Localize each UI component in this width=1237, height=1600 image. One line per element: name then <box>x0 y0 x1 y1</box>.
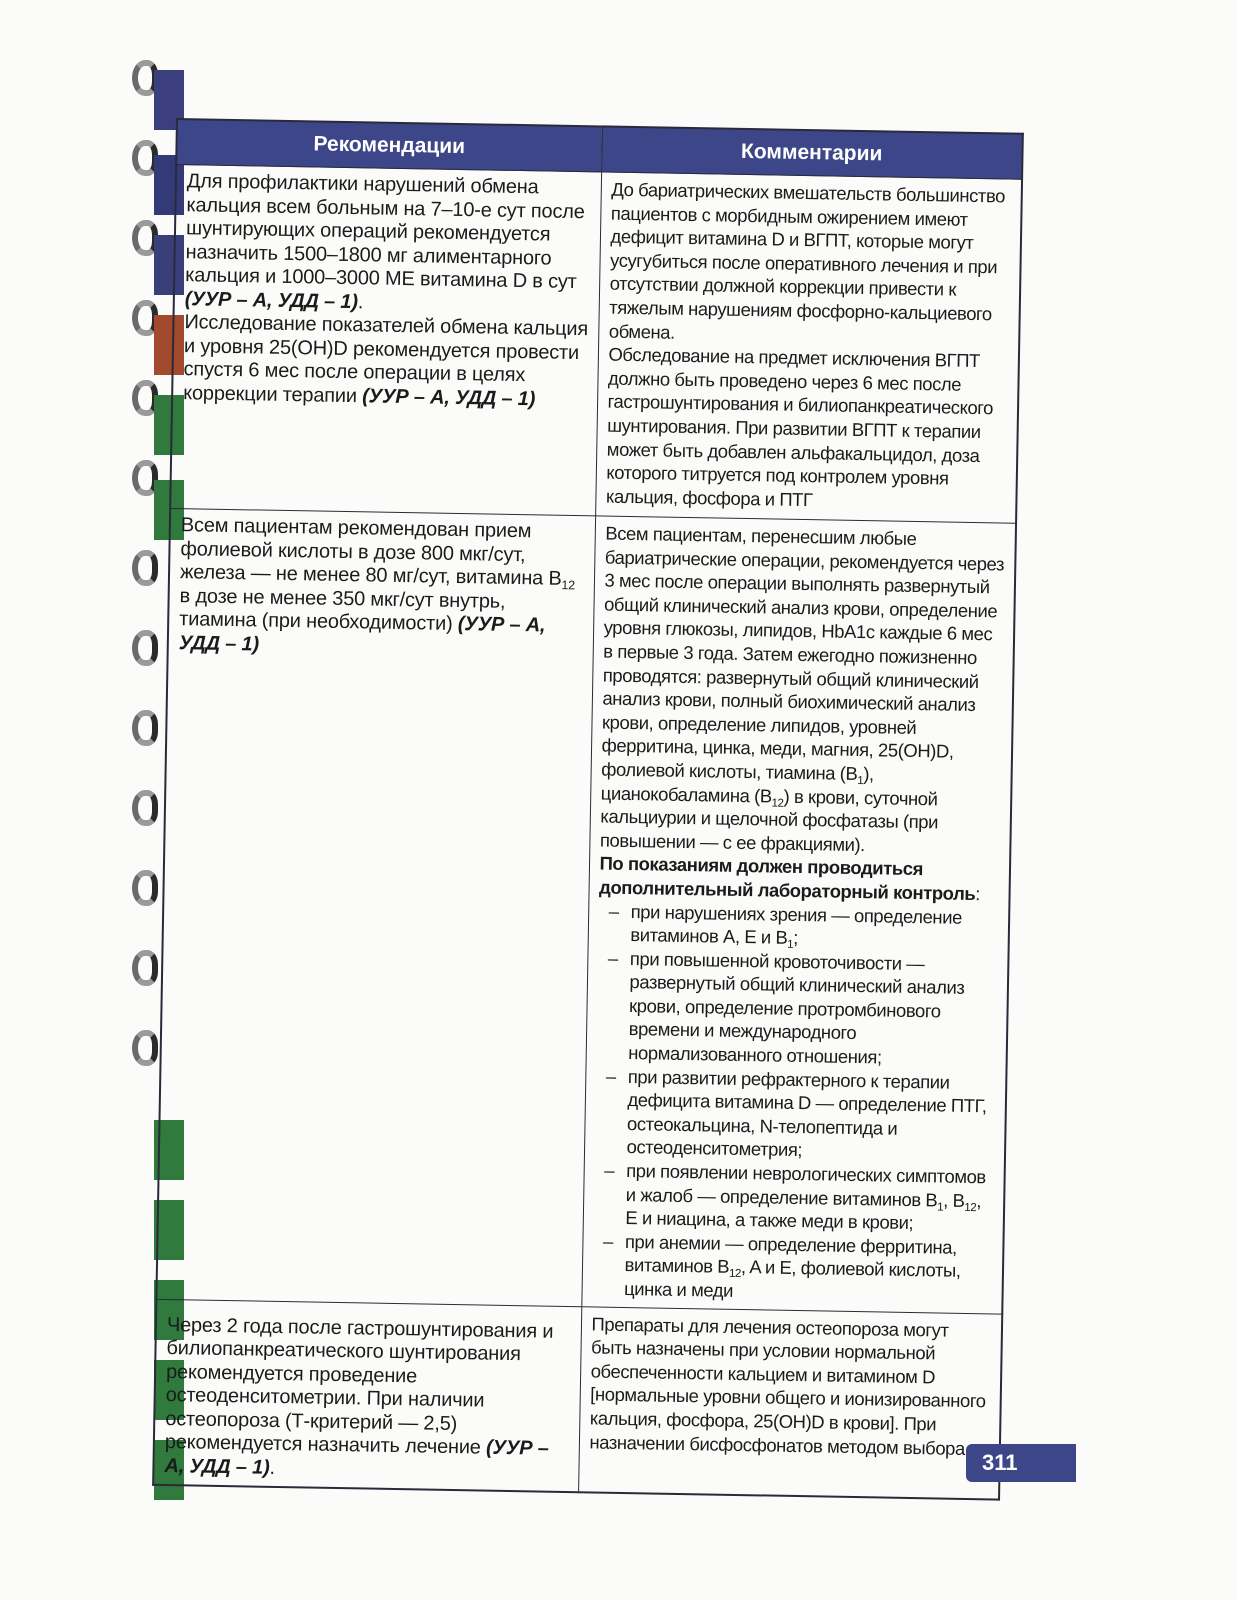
table-row <box>170 165 1022 524</box>
subscript: 1 <box>787 938 794 951</box>
recommendation-cell <box>156 508 595 1306</box>
text: , B <box>943 1189 965 1211</box>
paragraph <box>164 1314 572 1486</box>
table-row <box>153 1299 1002 1500</box>
text: Для профилактики нарушений обмена кальция всем больным на 7–10-е сут после шунтирующих операций рекомендуется назначить 1500–1800 мг алиментарного кальция и 1000–3000 МЕ витамина D в сут <box>185 170 585 294</box>
evidence-level: (УУР – А, УДД – 1) <box>362 384 536 410</box>
recommendation-cell <box>153 1299 581 1492</box>
comment-cell <box>595 172 1022 523</box>
recommendations-table <box>152 118 1024 1501</box>
binding-ring <box>132 1030 158 1066</box>
text: при появлении неврологических симптомов и жалоб — определение витаминов B <box>625 1160 986 1211</box>
subscript: 12 <box>771 797 784 810</box>
text: Исследование показателей обмена кальция и уровня 25(ОН)D рекомендуется провести спустя 6 мес после операции в целях коррекции терапии <box>183 311 589 407</box>
paragraph <box>185 170 593 318</box>
binding-ring <box>132 790 158 826</box>
subscript: 12 <box>964 1201 977 1214</box>
recommendation-cell <box>170 165 601 516</box>
binding-ring <box>132 630 158 666</box>
list-item <box>624 1230 995 1307</box>
paragraph: Обследование на предмет исключения ВГПТ должно быть проведено через 6 мес после гастрошунтирования и билиопанкреатического шунтирования. При развитии ВГПТ к терапии может быть добавлен альфакальцидол, доза которого титруется под контролем уровня кальция, фосфора и ПТГ <box>605 343 994 510</box>
paragraph <box>599 852 1001 906</box>
header-recommendations: Рекомендации <box>176 119 602 172</box>
list-item: – при повышенной кровоточивости — развернутый общий клинический анализ крови, определение протромбинового времени и международного нормализованного отношения; <box>628 947 1000 1071</box>
text: ), цианокобаламина (B <box>600 763 874 807</box>
binding-ring <box>132 950 158 986</box>
text: , A и E, фолиевой кислоты, цинка и меди <box>623 1256 961 1301</box>
list-item: – при развитии рефрактерного к терапии дефицита витамина D — определение ПТГ, остеокальцина, N-телопептида и остеоденситометрия; <box>626 1065 997 1166</box>
paragraph <box>183 311 590 412</box>
text: Через 2 года после гастрошунтирования и билиопанкреатического шунтирования рекомендуется проведение остеоденситометрии. При наличии остеопороза (Т-критерий — 2,5) рекомендуется назначить лечение <box>164 1313 554 1459</box>
text: Всем пациентам рекомендован прием фолиевой кислоты в дозе 800 мкг/сут, железа — не менее 80 мг/сут, витамина B <box>179 514 562 590</box>
table-row <box>156 508 1016 1313</box>
text: ; <box>793 926 799 949</box>
subscript: 12 <box>728 1268 742 1281</box>
binding-ring <box>132 710 158 746</box>
comment-cell <box>578 1306 1002 1499</box>
text: , E и ниацина, а также меди в крови; <box>625 1189 982 1234</box>
text: ) в крови, суточной кальциурии и щелочной фосфатазы (при повышении — с ее фракциями). <box>599 785 939 855</box>
evidence-level: (УУР – А, УДД – 1) <box>178 612 546 656</box>
subscript: 1 <box>937 1201 944 1214</box>
subscript: 1 <box>857 774 864 788</box>
header-comments: Комментарии <box>601 126 1023 179</box>
binding-ring <box>132 550 158 586</box>
list-item <box>630 900 1000 954</box>
paragraph <box>179 514 587 662</box>
list-item <box>625 1159 996 1236</box>
paragraph: Препараты для лечения остеопороза могут быть назначены при условии нормальной обеспеченности кальцием и витамином D [нормальные уровни общего и ионизированного кальция, фосфора, 25(ОН)D в крови]. При назначении бисфосфонатов методом выбора <box>589 1313 986 1459</box>
paragraph <box>600 522 1007 859</box>
subscript: 12 <box>561 578 575 593</box>
bold-heading: По показаниям должен проводиться дополнительный лабораторный контроль <box>598 852 976 904</box>
text: . <box>357 290 364 313</box>
indications-list <box>592 899 1000 1307</box>
evidence-level: (УУР – А, УДД – 1) <box>184 287 358 313</box>
comment-cell <box>581 516 1016 1314</box>
page <box>152 118 1036 1513</box>
evidence-level: (УУР – А, УДД – 1) <box>164 1436 549 1479</box>
page-number: 311 <box>966 1444 1076 1482</box>
binding-ring <box>132 870 158 906</box>
text: . <box>269 1456 276 1479</box>
paragraph: До бариатрических вмешательств большинство пациентов с морбидным ожирением имеют дефицит витамина D и ВГПТ, которые могут усугубиться после оперативного лечения и при отсутствии должной коррекции привести к тяжелым нарушениям фосфорно-кальциевого обмена. <box>608 178 1006 343</box>
text: : <box>975 882 981 905</box>
text: при анемии — определение ферритина, витаминов B <box>624 1230 957 1278</box>
text: Всем пациентам, перенесшим любые бариатрические операции, рекомендуется через 3 мес после операции выполнять развернутый общий клинический анализ крови, определение уровня глюкозы, липидов, HbA1c каждые 6 мес в первые 3 года. Затем ежегодно пожизненно проводятся: развернутый общий клинический анализ крови, полный биохимический анализ крови, определение липидов, уровней ферритина, цинка, меди, магния, 25(ОН)D, фолиевой кислоты, тиамина (B <box>601 522 1005 784</box>
text: при нарушениях зрения — определение витаминов A, E и B <box>630 900 963 948</box>
text: в дозе не менее 350 мкг/сут внутрь, тиамина (при необходимости) <box>179 584 506 635</box>
